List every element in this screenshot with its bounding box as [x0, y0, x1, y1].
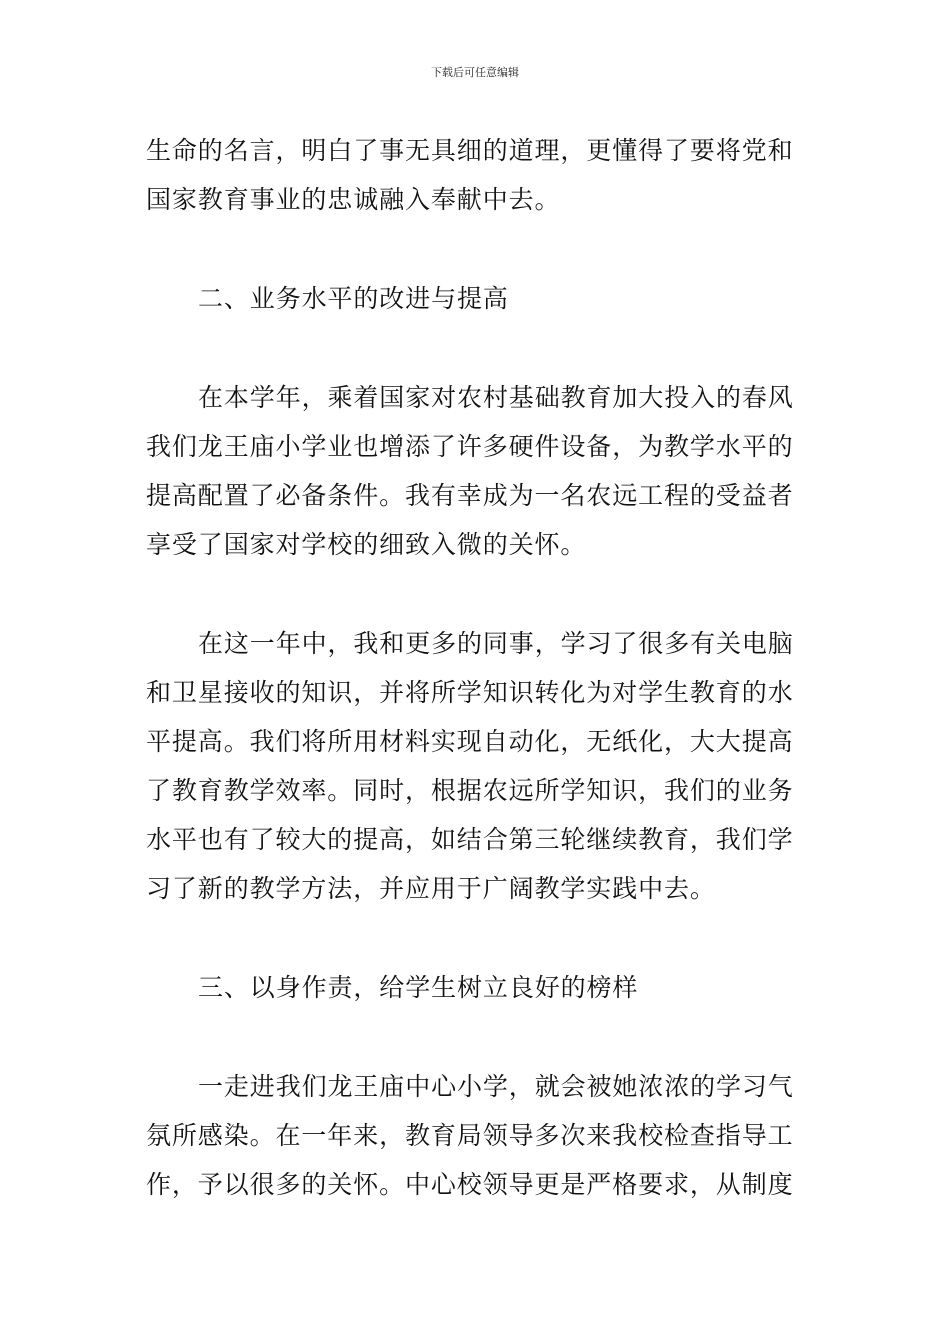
text-line: 习了新的教学方法，并应用于广阔教学实践中去。	[146, 874, 716, 903]
text-line: 了教育教学效率。同时，根据农远所学知识，我们的业务	[146, 776, 794, 805]
text-line: 在本学年，乘着国家对农村基础教育加大投入的春风	[198, 383, 794, 412]
text-line: 生命的名言，明白了事无具细的道理，更懂得了要将党和	[146, 136, 794, 165]
paragraph-continuation	[146, 126, 808, 224]
text-line: 提高配置了必备条件。我有幸成为一名农远工程的受益者	[146, 481, 794, 510]
text-line: 氛所感染。在一年来，教育局领导多次来我校检查指导工	[146, 1121, 794, 1150]
text-line: 水平也有了较大的提高，如结合第三轮继续教育，我们学	[146, 825, 794, 854]
paragraph	[146, 373, 808, 569]
paragraph-gap	[146, 224, 808, 274]
text-line: 一走进我们龙王庙中心小学，就会被她浓浓的学习气	[198, 1072, 794, 1101]
text-line: 享受了国家对学校的细致入微的关怀。	[146, 530, 587, 559]
text-line: 我们龙王庙小学业也增添了许多硬件设备，为教学水平的	[146, 432, 794, 461]
text-line: 在这一年中，我和更多的同事，学习了很多有关电脑	[198, 629, 794, 658]
paragraph-gap	[146, 913, 808, 963]
paragraph-gap	[146, 569, 808, 619]
header-text: 下载后可任意编辑	[431, 66, 519, 79]
section-heading	[146, 274, 808, 323]
section-heading	[146, 963, 808, 1012]
document-body	[146, 126, 808, 1209]
page-header	[0, 66, 950, 80]
text-line: 和卫星接收的知识，并将所学知识转化为对学生教育的水	[146, 678, 794, 707]
text-line: 作，予以很多的关怀。中心校领导更是严格要求，从制度	[146, 1170, 794, 1199]
paragraph-gap	[146, 323, 808, 373]
text-line: 国家教育事业的忠诚融入奉献中去。	[146, 185, 561, 214]
paragraph	[146, 619, 808, 913]
paragraph-gap	[146, 1012, 808, 1062]
heading-line: 二、业务水平的改进与提高	[198, 284, 509, 313]
paragraph	[146, 1062, 808, 1209]
heading-line: 三、以身作责，给学生树立良好的榜样	[198, 973, 639, 1002]
text-line: 平提高。我们将所用材料实现自动化，无纸化，大大提高	[146, 727, 794, 756]
